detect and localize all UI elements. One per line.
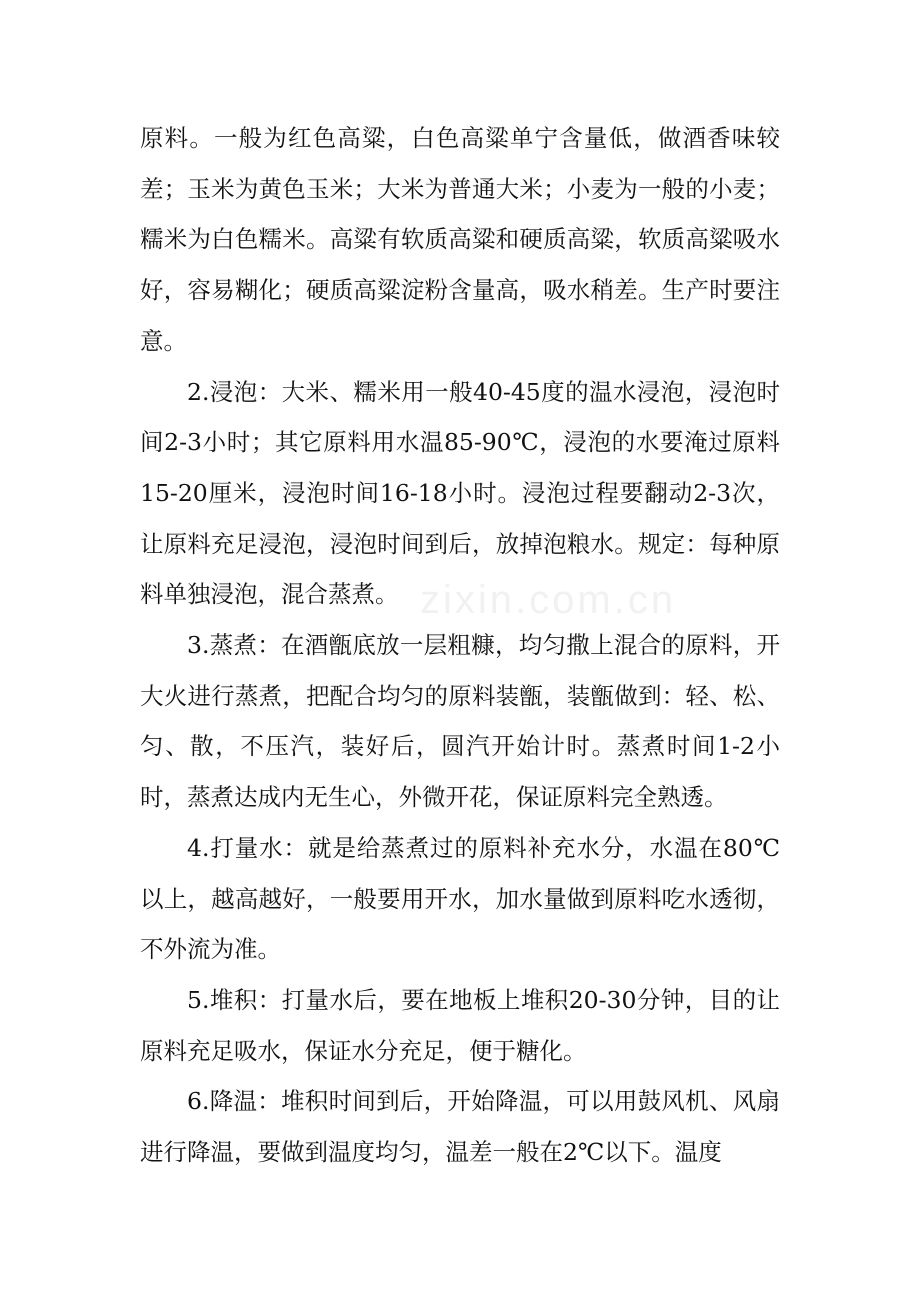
paragraph-steaming: 3.蒸煮：在酒甑底放一层粗糠，均匀撒上混合的原料，开大火进行蒸煮，把配合均匀的原料装甑，装甑做到：轻、松、匀、散，不压汽，装好后，圆汽开始计时。蒸煮时间1-2小时，蒸煮达成内无生心，外微开花，保证原料完全熟透。 <box>140 631 780 812</box>
paragraph-raw-materials: 原料。一般为红色高粱，白色高粱单宁含量低，做酒香味较差；玉米为黄色玉米；大米为普通大米；小麦为一般的小麦；糯米为白色糯米。高粱有软质高粱和硬质高粱，软质高粱吸水好，容易糊化；硬质高粱淀粉含量高，吸水稍差。生产时要注意。 <box>140 124 780 355</box>
paragraph-cooling: 6.降温：堆积时间到后，开始降温，可以用鼓风机、风扇进行降温，要做到温度均匀，温差一般在2℃以下。温度 <box>140 1087 780 1167</box>
paragraph-soaking: 2.浸泡：大米、糯米用一般40-45度的温水浸泡，浸泡时间2-3小时；其它原料用水温85-90℃，浸泡的水要淹过原料15-20厘米，浸泡时间16-18小时。浸泡过程要翻动2-3次，让原料充足浸泡，浸泡时间到后，放掉泡粮水。规定：每种原料单独浸泡，混合蒸煮。 <box>140 377 780 609</box>
paragraph-water-adding: 4.打量水：就是给蒸煮过的原料补充水分，水温在80℃以上，越高越好，一般要用开水，加水量做到原料吃水透彻，不外流为准。 <box>140 833 780 964</box>
watermark: zixin.com.cn <box>420 578 677 622</box>
document-body <box>140 113 780 1178</box>
paragraph-stacking: 5.堆积：打量水后，要在地板上堆积20-30分钟，目的让原料充足吸水，保证水分充足，便于糖化。 <box>140 985 780 1065</box>
